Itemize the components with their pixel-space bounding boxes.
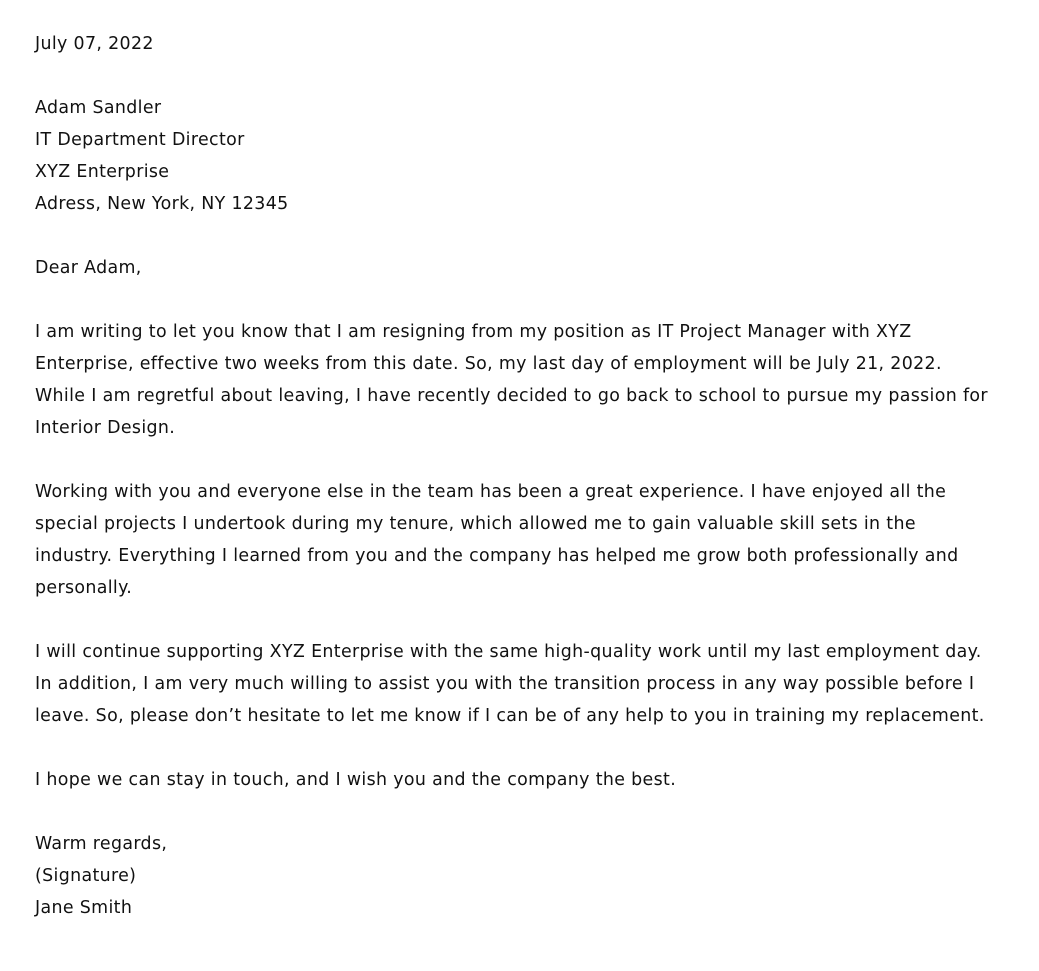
spacer [35,732,1025,764]
paragraph-line: I hope we can stay in touch, and I wish you and the company the best. [35,770,677,790]
paragraph-experience [35,476,1025,604]
closing: Warm regards, [35,834,168,854]
spacer [35,444,1025,476]
resignation-letter [35,28,1025,924]
letter-date: July 07, 2022 [35,34,154,54]
paragraph-line: I will continue supporting XYZ Enterprise with the same high-quality work until my last employment day. [35,642,982,662]
spacer [35,796,1025,828]
spacer [35,220,1025,252]
paragraph-line: Working with you and everyone else in the team has been a great experience. I have enjoyed all the [35,482,947,502]
sender-name: Jane Smith [35,898,133,918]
recipient-name: Adam Sandler [35,98,162,118]
paragraph-line: Enterprise, effective two weeks from this date. So, my last day of employment will be July 21, 2022. [35,354,942,374]
salutation: Dear Adam, [35,258,142,278]
recipient-block [35,92,1025,220]
paragraph-line: In addition, I am very much willing to assist you with the transition process in any way possible before I [35,674,975,694]
closing-block [35,828,1025,924]
recipient-company: XYZ Enterprise [35,162,170,182]
paragraph-transition [35,636,1025,732]
paragraph-line: Interior Design. [35,418,176,438]
paragraph-line: industry. Everything I learned from you and the company has helped me grow both professionally and [35,546,959,566]
recipient-title: IT Department Director [35,130,245,150]
paragraph-line: leave. So, please don’t hesitate to let me know if I can be of any help to you in training my replacement. [35,706,985,726]
paragraph-line: While I am regretful about leaving, I have recently decided to go back to school to pursue my passion for [35,386,988,406]
paragraph-line: I am writing to let you know that I am resigning from my position as IT Project Manager with XYZ [35,322,912,342]
paragraph-line: special projects I undertook during my tenure, which allowed me to gain valuable skill sets in the [35,514,916,534]
paragraph-line: personally. [35,578,133,598]
signature: (Signature) [35,866,137,886]
recipient-address: Adress, New York, NY 12345 [35,194,289,214]
paragraph-farewell [35,764,1025,796]
spacer [35,60,1025,92]
spacer [35,604,1025,636]
paragraph-resignation [35,316,1025,444]
spacer [35,284,1025,316]
